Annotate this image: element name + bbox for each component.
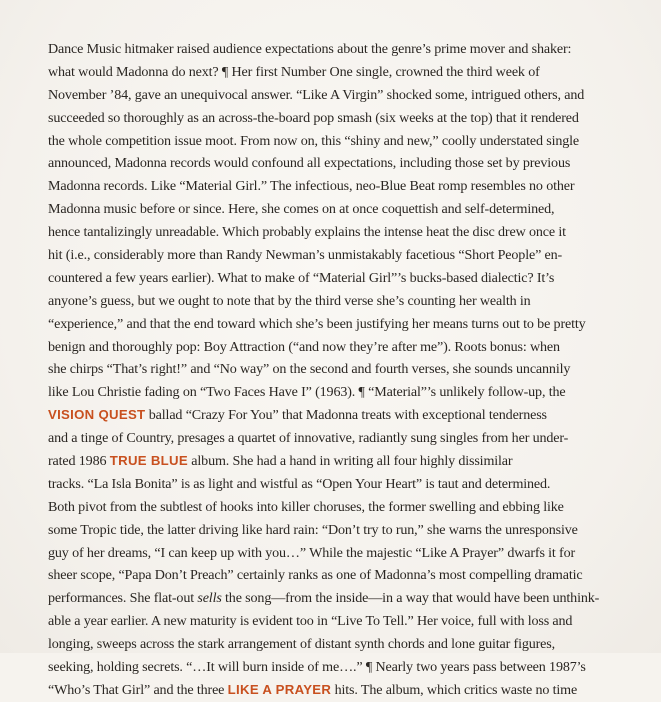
text-segment: tracks. “La Isla Bonita” is as light and wistful as “Open Your Heart” is taut and determined. [48,475,551,492]
text-line [48,221,636,244]
text-line [48,290,636,313]
text-line [48,38,636,61]
text-line [48,656,636,679]
text-segment: what would Madonna do next? ¶ Her first Number One single, crowned the third week of [48,63,540,80]
text-line [48,84,636,107]
text-segment: countered a few years earlier). What to make of “Material Girl”’s bucks-based dialectic? It’s [48,269,555,286]
text-segment: the song—from the inside—in a way that would have been unthink- [221,590,600,607]
text-line [48,267,636,290]
text-line [48,130,636,153]
text-segment: November ’84, gave an unequivocal answer. “Like A Virgin” shocked some, intrigued others, and [48,86,585,103]
text-segment: “Who’s That Girl” and the three [48,681,228,698]
text-line [48,244,636,267]
text-line [48,564,636,587]
text-line [48,679,636,702]
text-line [48,107,636,130]
album-title: TRUE BLUE [109,453,188,469]
text-segment: “experience,” and that the end toward which she’s been justifying her means turns out to be pretty [48,315,586,332]
text-line [48,152,636,175]
text-segment: and a tinge of Country, presages a quartet of innovative, radiantly sung singles from her under- [48,430,569,447]
text-line [48,198,636,221]
text-segment: anyone’s guess, but we ought to note that by the third verse she’s counting her wealth in [48,292,531,309]
text-line [48,587,636,610]
text-line [48,427,636,450]
text-line [48,450,636,473]
text-segment: succeeded so thoroughly as an across-the-board pop smash (six weeks at the top) that it rendered [48,109,579,126]
text-segment: hits. The album, which critics waste no time [331,681,578,698]
text-segment: Madonna records. Like “Material Girl.” The infectious, neo-Blue Beat romp resembles no other [48,178,575,195]
text-segment: like Lou Christie fading on “Two Faces Have I” (1963). ¶ “Material”’s unlikely follow-up, the [48,384,566,401]
text-segment: she chirps “That’s right!” and “No way” on the second and fourth verses, she sounds uncannily [48,361,571,378]
text-segment: Dance Music hitmaker raised audience expectations about the genre’s prime mover and shaker: [48,41,572,57]
text-segment: announced, Madonna records would confound all expectations, including those set by previous [48,155,571,172]
text-segment: album. She had a hand in writing all four highly dissimilar [187,453,513,470]
text-line [48,404,636,427]
emphasis-text: sells [197,590,222,607]
text-segment: longing, sweeps across the stark arrangement of distant synth chords and lone guitar figures, [48,636,555,653]
text-segment: seeking, holding secrets. “…It will burn inside of me….” ¶ Nearly two years pass between 1987’s [48,659,586,676]
text-line [48,175,636,198]
album-title: LIKE A PRAYER [227,681,332,697]
text-segment: hit (i.e., considerably more than Randy Newman’s unmistakably facetious “Short People” en- [48,247,563,264]
text-segment: able a year earlier. A new maturity is evident too in “Live To Tell.” Her voice, full with loss and [48,613,573,630]
body-text [48,38,636,702]
text-segment: rated 1986 [48,453,110,470]
text-segment: ballad “Crazy For You” that Madonna treats with exceptional tenderness [145,407,547,424]
text-line [48,313,636,336]
text-line [48,610,636,633]
album-title: VISION QUEST [48,407,146,423]
text-line [48,496,636,519]
text-segment: sheer scope, “Papa Don’t Preach” certainly ranks as one of Madonna’s most compelling dramatic [48,567,583,584]
text-line [48,61,636,84]
text-segment: Madonna music before or since. Here, she comes on at once coquettish and self-determined, [48,201,555,218]
text-line [48,542,636,565]
text-line [48,519,636,542]
text-line [48,336,636,359]
text-line [48,358,636,381]
text-segment: some Tropic tide, the latter driving like hard rain: “Don’t try to run,” she warns the unresponsive [48,521,578,538]
text-line [48,473,636,496]
text-segment: the whole competition issue moot. From now on, this “shiny and new,” coolly understated single [48,132,580,149]
text-segment: Both pivot from the subtlest of hooks into killer choruses, the former swelling and ebbing like [48,498,564,515]
text-segment: hence tantalizingly unreadable. Which probably explains the intense heat the disc drew once it [48,224,566,241]
text-segment: performances. She flat-out [48,590,198,607]
text-line [48,381,636,404]
text-segment: benign and thoroughly pop: Boy Attraction (“and now they’re after me”). Roots bonus: when [48,338,560,355]
text-segment: guy of her dreams, “I can keep up with you…” While the majestic “Like A Prayer” dwarfs it for [48,544,576,561]
